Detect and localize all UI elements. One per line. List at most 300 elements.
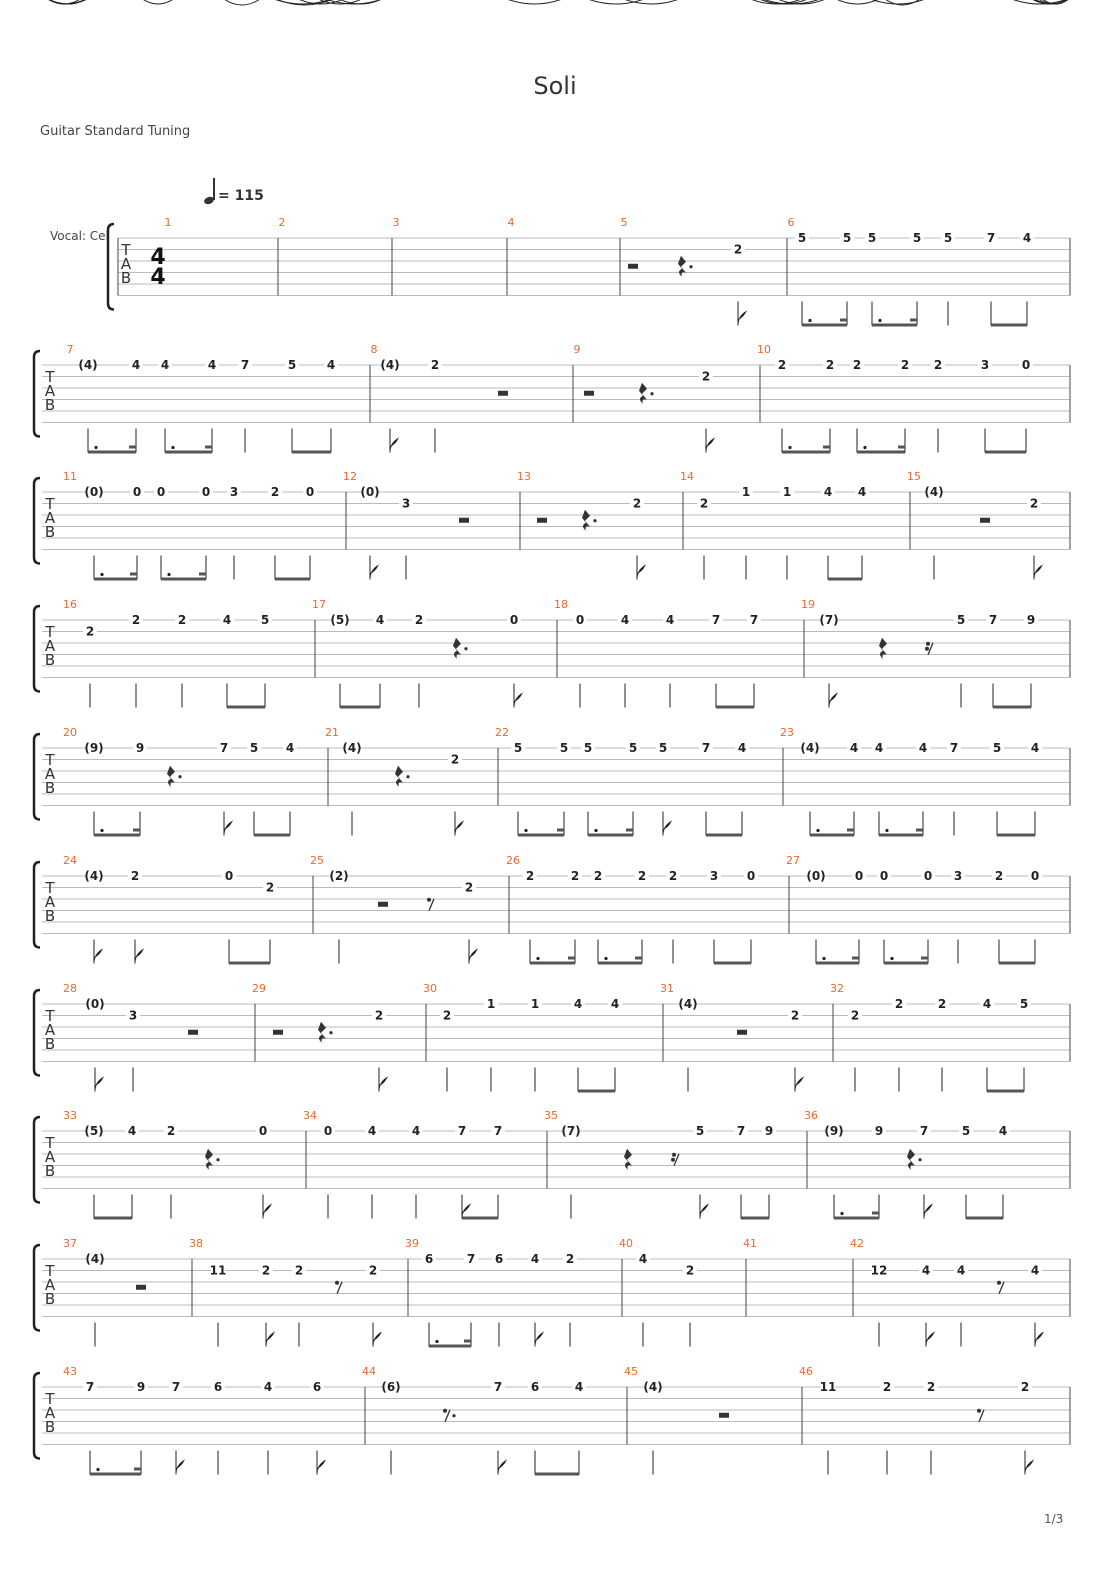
fret-number: 0 bbox=[305, 485, 315, 499]
system-bracket bbox=[34, 1245, 40, 1331]
fret-number: 5 bbox=[912, 231, 922, 245]
eighth-rest-head bbox=[335, 1281, 339, 1285]
eighth-rest-head bbox=[672, 1153, 676, 1157]
eighth-flag bbox=[498, 1461, 506, 1475]
tie-slur bbox=[224, 0, 260, 5]
tab-clef-letter: B bbox=[44, 1418, 56, 1436]
sixteenth-beam-stub bbox=[130, 573, 137, 576]
tie-slur bbox=[141, 0, 175, 4]
tab-clef-letter: B bbox=[44, 1162, 56, 1180]
beam bbox=[714, 962, 751, 965]
fret-number: 7 bbox=[736, 1124, 746, 1138]
tab-clef-letter: A bbox=[44, 637, 56, 655]
half-rest-icon bbox=[498, 391, 508, 396]
fret-number: 2 bbox=[790, 1008, 800, 1023]
duration-dot bbox=[863, 446, 866, 449]
tab-clef-letter: A bbox=[44, 765, 56, 783]
fret-number: 5 bbox=[695, 1124, 705, 1138]
fret-number: 0 bbox=[509, 613, 519, 627]
measure-number: 4 bbox=[507, 216, 515, 229]
fret-number: (4) bbox=[84, 869, 104, 883]
quarter-rest-icon bbox=[678, 256, 686, 277]
beam bbox=[535, 1473, 579, 1476]
duration-dot bbox=[100, 573, 103, 576]
duration-dot bbox=[96, 1468, 99, 1471]
sixteenth-beam-stub bbox=[872, 1212, 879, 1215]
fret-number: (9) bbox=[84, 741, 104, 755]
system-bracket bbox=[108, 224, 114, 310]
fret-number: 4 bbox=[127, 1124, 137, 1138]
eighth-flag bbox=[462, 1205, 470, 1219]
system-bracket bbox=[34, 351, 40, 437]
eighth-flag bbox=[379, 1078, 387, 1092]
fret-number: 2 bbox=[565, 1252, 575, 1266]
measure-number: 45 bbox=[624, 1365, 638, 1378]
system-bracket bbox=[34, 862, 40, 948]
tab-clef-letter: B bbox=[44, 1290, 56, 1308]
tab-clef-letter: B bbox=[44, 907, 56, 925]
sixteenth-beam-stub bbox=[464, 1340, 471, 1343]
rest-dot bbox=[689, 265, 692, 268]
fret-number: 5 bbox=[628, 741, 638, 755]
measure-number: 15 bbox=[907, 470, 921, 483]
sixteenth-beam-stub bbox=[568, 957, 575, 960]
fret-number: 5 bbox=[559, 741, 569, 755]
fret-number: 4 bbox=[222, 613, 232, 627]
fret-number: 2 bbox=[852, 358, 862, 372]
fret-number: 2 bbox=[637, 869, 647, 883]
quarter-rest-icon bbox=[453, 638, 461, 659]
sixteenth-beam-stub bbox=[847, 829, 854, 832]
fret-number: 4 bbox=[131, 358, 141, 372]
fret-number: 5 bbox=[513, 741, 523, 755]
tab-clef-letter: A bbox=[44, 1148, 56, 1166]
fret-number: 7 bbox=[493, 1124, 503, 1138]
fret-number: 1 bbox=[782, 485, 792, 499]
fret-number: 4 bbox=[207, 358, 217, 372]
beam bbox=[997, 834, 1035, 837]
fret-number: 6 bbox=[312, 1380, 322, 1394]
beam bbox=[94, 834, 140, 837]
score-title: Soli bbox=[533, 72, 577, 100]
rest-dot bbox=[406, 775, 409, 778]
beam bbox=[88, 451, 136, 454]
measure-number: 36 bbox=[804, 1109, 818, 1122]
fret-number: 9 bbox=[764, 1124, 774, 1138]
beam bbox=[229, 962, 270, 965]
half-rest-icon bbox=[628, 264, 638, 269]
fret-number: 4 bbox=[411, 1124, 421, 1138]
eighth-flag bbox=[176, 1461, 184, 1475]
tab-clef-letter: T bbox=[45, 1262, 55, 1280]
tab-clef-letter: A bbox=[120, 255, 132, 273]
measure-number: 28 bbox=[63, 982, 77, 995]
beam bbox=[706, 834, 742, 837]
eighth-flag bbox=[738, 312, 746, 326]
fret-number: 5 bbox=[249, 741, 259, 755]
measure-number: 40 bbox=[619, 1237, 633, 1250]
eighth-flag bbox=[829, 694, 837, 708]
sixteenth-beam-stub bbox=[921, 957, 928, 960]
fret-number: 2 bbox=[933, 358, 943, 372]
fret-number: 2 bbox=[130, 869, 140, 883]
beam bbox=[816, 962, 859, 965]
beam bbox=[530, 962, 575, 965]
measure-number: 38 bbox=[189, 1237, 203, 1250]
tab-system bbox=[34, 0, 1070, 1220]
fret-number: 4 bbox=[921, 1263, 931, 1278]
eighth-flag bbox=[373, 1333, 381, 1347]
quarter-rest-icon bbox=[167, 766, 175, 787]
fret-number: 7 bbox=[466, 1252, 476, 1266]
rest-dot bbox=[216, 1158, 219, 1161]
tab-clef-letter: A bbox=[44, 1276, 56, 1294]
fret-number: (4) bbox=[643, 1380, 663, 1394]
duration-dot bbox=[167, 573, 170, 576]
eighth-flag bbox=[926, 1333, 934, 1347]
tie-slur bbox=[868, 0, 928, 4]
rest-dot bbox=[178, 775, 181, 778]
eighth-rest-head bbox=[977, 1409, 981, 1413]
fret-number: 3 bbox=[953, 869, 963, 883]
beam bbox=[993, 706, 1031, 709]
fret-number: (4) bbox=[85, 1252, 105, 1266]
beam bbox=[834, 1217, 879, 1220]
measure-number: 8 bbox=[370, 343, 378, 356]
fret-number: 4 bbox=[574, 1380, 584, 1394]
duration-dot bbox=[171, 446, 174, 449]
eighth-flag bbox=[663, 822, 671, 836]
fret-number: (0) bbox=[85, 997, 105, 1011]
eighth-flag bbox=[266, 1333, 274, 1347]
tab-system bbox=[34, 0, 1070, 709]
fret-number: (4) bbox=[678, 997, 698, 1011]
measure-number: 9 bbox=[573, 343, 581, 356]
fret-number: (0) bbox=[360, 485, 380, 499]
tab-clef-letter: T bbox=[45, 879, 55, 897]
tab-clef-letter: B bbox=[44, 523, 56, 541]
measure-number: 44 bbox=[362, 1365, 376, 1378]
beam bbox=[227, 706, 265, 709]
measure-number: 46 bbox=[799, 1365, 813, 1378]
measure-number: 19 bbox=[801, 598, 815, 611]
fret-number: 9 bbox=[136, 1380, 146, 1394]
fret-number: 7 bbox=[219, 741, 229, 755]
quarter-rest-icon bbox=[624, 1149, 632, 1170]
measure-number: 42 bbox=[850, 1237, 864, 1250]
tab-clef-letter: A bbox=[44, 509, 56, 527]
duration-dot bbox=[94, 446, 97, 449]
measure-number: 12 bbox=[343, 470, 357, 483]
tab-clef-letter: T bbox=[121, 241, 131, 259]
tab-clef-letter: A bbox=[44, 1404, 56, 1422]
eighth-flag bbox=[535, 1333, 543, 1347]
tie-slur bbox=[834, 0, 881, 4]
fret-number: (7) bbox=[561, 1124, 581, 1138]
tab-clef-letter: A bbox=[44, 893, 56, 911]
tab-system bbox=[34, 0, 1070, 1476]
duration-dot bbox=[604, 957, 607, 960]
eighth-flag bbox=[317, 1461, 325, 1475]
rest-dot bbox=[918, 1158, 921, 1161]
fret-number: 2 bbox=[850, 1008, 860, 1023]
tab-system bbox=[34, 0, 1070, 837]
measure-number: 33 bbox=[63, 1109, 77, 1122]
fret-number: 5 bbox=[287, 358, 297, 372]
measure-number: 43 bbox=[63, 1365, 77, 1378]
fret-number: 4 bbox=[874, 741, 884, 755]
fret-number: 2 bbox=[926, 1380, 936, 1394]
fret-number: 4 bbox=[849, 741, 859, 755]
measure-number: 22 bbox=[495, 726, 509, 739]
fret-number: 2 bbox=[177, 613, 187, 627]
eighth-flag bbox=[95, 1078, 103, 1092]
tab-clef-letter: T bbox=[45, 495, 55, 513]
duration-dot bbox=[808, 319, 811, 322]
half-rest-icon bbox=[737, 1030, 747, 1035]
eighth-flag bbox=[370, 566, 378, 580]
half-rest-icon bbox=[378, 902, 388, 907]
fret-number: 4 bbox=[610, 997, 620, 1011]
tab-system bbox=[108, 0, 1070, 327]
fret-number: 0 bbox=[854, 869, 864, 883]
fret-number: 4 bbox=[918, 741, 928, 755]
tab-system bbox=[34, 0, 1070, 581]
system-bracket bbox=[34, 1117, 40, 1203]
fret-number: 2 bbox=[1020, 1380, 1030, 1394]
fret-number: 5 bbox=[797, 231, 807, 245]
measure-number: 34 bbox=[303, 1109, 317, 1122]
fret-number: 5 bbox=[1019, 997, 1029, 1011]
measure-number: 26 bbox=[506, 854, 520, 867]
beam bbox=[94, 1217, 132, 1220]
fret-number: 0 bbox=[132, 485, 142, 499]
tab-clef-letter: T bbox=[45, 1390, 55, 1408]
fret-number: (0) bbox=[806, 869, 826, 883]
fret-number: 2 bbox=[1029, 496, 1039, 511]
tab-clef-letter: T bbox=[45, 368, 55, 386]
duration-dot bbox=[435, 1340, 438, 1343]
half-rest-icon bbox=[719, 1413, 729, 1418]
fret-number: 11 bbox=[819, 1380, 837, 1394]
fret-number: 4 bbox=[1022, 231, 1032, 245]
measure-number: 31 bbox=[660, 982, 674, 995]
quarter-rest-icon bbox=[205, 1149, 213, 1170]
sixteenth-beam-stub bbox=[852, 957, 859, 960]
fret-number: 7 bbox=[986, 231, 996, 245]
fret-number: 4 bbox=[1030, 1263, 1040, 1278]
fret-number: 0 bbox=[1021, 358, 1031, 372]
eighth-flag bbox=[94, 950, 102, 964]
fret-number: 1 bbox=[741, 485, 751, 499]
eighth-flag bbox=[390, 439, 398, 453]
tab-clef-letter: A bbox=[44, 1021, 56, 1039]
measure-number: 32 bbox=[830, 982, 844, 995]
fret-number: 2 bbox=[894, 997, 904, 1011]
fret-number: 7 bbox=[701, 741, 711, 755]
tie-slur bbox=[585, 0, 647, 4]
fret-number: 4 bbox=[665, 613, 675, 627]
measure-number: 17 bbox=[312, 598, 326, 611]
fret-number: (9) bbox=[824, 1124, 844, 1138]
fret-number: 2 bbox=[668, 869, 678, 883]
fret-number: 2 bbox=[593, 869, 603, 883]
half-rest-icon bbox=[537, 518, 547, 523]
beam bbox=[782, 451, 830, 454]
fret-number: (4) bbox=[800, 741, 820, 755]
tab-clef-letter: B bbox=[44, 651, 56, 669]
fret-number: 0 bbox=[1030, 869, 1040, 883]
beam bbox=[987, 1090, 1024, 1093]
sixteenth-beam-stub bbox=[557, 829, 564, 832]
tab-system bbox=[34, 0, 1070, 1348]
fret-number: (0) bbox=[84, 485, 104, 499]
measure-number: 21 bbox=[325, 726, 339, 739]
fret-number: 2 bbox=[294, 1263, 304, 1278]
fret-number: 4 bbox=[263, 1380, 273, 1394]
fret-number: 0 bbox=[258, 1124, 268, 1138]
rest-dot bbox=[650, 392, 653, 395]
fret-number: 6 bbox=[213, 1380, 223, 1394]
eighth-flag bbox=[1035, 1333, 1043, 1347]
beam bbox=[810, 834, 854, 837]
measure-number: 30 bbox=[423, 982, 437, 995]
measure-number: 39 bbox=[405, 1237, 419, 1250]
beam bbox=[292, 451, 331, 454]
fret-number: 4 bbox=[326, 358, 336, 372]
fret-number: 4 bbox=[857, 485, 867, 499]
quarter-rest-icon bbox=[318, 1022, 326, 1043]
measure-number: 2 bbox=[278, 216, 286, 229]
fret-number: 2 bbox=[450, 752, 460, 767]
measure-number: 13 bbox=[517, 470, 531, 483]
sixteenth-rest-head bbox=[671, 1158, 675, 1162]
fret-number: 4 bbox=[1030, 741, 1040, 755]
beam bbox=[828, 578, 862, 581]
fret-number: 6 bbox=[494, 1252, 504, 1266]
tempo-value: = 115 bbox=[218, 188, 264, 204]
fret-number: 1 bbox=[486, 997, 496, 1011]
measure-number: 3 bbox=[392, 216, 400, 229]
eighth-flag bbox=[924, 1205, 932, 1219]
tab-clef-letter: A bbox=[44, 382, 56, 400]
page-number: 1/3 bbox=[1044, 1512, 1064, 1526]
eighth-flag bbox=[469, 950, 477, 964]
sixteenth-beam-stub bbox=[910, 319, 917, 322]
quarter-rest-icon bbox=[582, 510, 590, 531]
fret-number: 2 bbox=[270, 485, 280, 499]
tab-clef-letter: B bbox=[44, 779, 56, 797]
fret-number: (4) bbox=[380, 358, 400, 372]
fret-number: 9 bbox=[1026, 613, 1036, 627]
fret-number: 4 bbox=[375, 613, 385, 627]
fret-number: 2 bbox=[430, 358, 440, 372]
beam bbox=[254, 834, 290, 837]
eighth-rest-head bbox=[443, 1409, 447, 1413]
eighth-flag bbox=[637, 566, 645, 580]
sixteenth-beam-stub bbox=[635, 957, 642, 960]
beam bbox=[275, 578, 310, 581]
beam bbox=[879, 834, 923, 837]
measure-number: 29 bbox=[252, 982, 266, 995]
fret-number: 2 bbox=[825, 358, 835, 372]
eighth-flag bbox=[1025, 1461, 1033, 1475]
half-rest-icon bbox=[980, 518, 990, 523]
duration-dot bbox=[890, 957, 893, 960]
fret-number: (4) bbox=[924, 485, 944, 499]
sixteenth-beam-stub bbox=[205, 446, 212, 449]
tab-clef-letter: B bbox=[44, 396, 56, 414]
rest-dot bbox=[452, 1414, 455, 1417]
measure-number: 1 bbox=[164, 216, 172, 229]
quarter-rest-icon bbox=[639, 383, 647, 404]
tie-slur bbox=[621, 0, 682, 4]
beam bbox=[716, 706, 754, 709]
fret-number: 7 bbox=[457, 1124, 467, 1138]
sixteenth-beam-stub bbox=[199, 573, 206, 576]
tab-clef-letter: B bbox=[44, 1035, 56, 1053]
eighth-flag bbox=[135, 950, 143, 964]
beam bbox=[991, 324, 1027, 327]
measure-number: 24 bbox=[63, 854, 77, 867]
tab-system bbox=[34, 0, 1070, 454]
fret-number: 2 bbox=[261, 1263, 271, 1278]
fret-number: 2 bbox=[525, 869, 535, 883]
beam bbox=[94, 578, 137, 581]
fret-number: 2 bbox=[374, 1008, 384, 1023]
half-rest-icon bbox=[273, 1030, 283, 1035]
system-bracket bbox=[34, 734, 40, 820]
fret-number: 2 bbox=[685, 1263, 695, 1278]
sixteenth-beam-stub bbox=[133, 829, 140, 832]
eighth-flag bbox=[1034, 566, 1042, 580]
fret-number: 2 bbox=[368, 1263, 378, 1278]
fret-number: 7 bbox=[171, 1380, 181, 1394]
sixteenth-beam-stub bbox=[916, 829, 923, 832]
fret-number: 9 bbox=[874, 1124, 884, 1138]
fret-number: 0 bbox=[879, 869, 889, 883]
fret-number: 4 bbox=[638, 1252, 648, 1266]
fret-number: 2 bbox=[699, 496, 709, 511]
fret-number: 2 bbox=[937, 997, 947, 1011]
fret-number: 6 bbox=[530, 1380, 540, 1394]
fret-number: 3 bbox=[401, 496, 411, 511]
measure-number: 14 bbox=[680, 470, 694, 483]
fret-number: 2 bbox=[701, 369, 711, 384]
measure-number: 35 bbox=[544, 1109, 558, 1122]
measure-number: 20 bbox=[63, 726, 77, 739]
fret-number: 2 bbox=[632, 496, 642, 511]
fret-number: 0 bbox=[746, 869, 756, 883]
sixteenth-beam-stub bbox=[840, 319, 847, 322]
fret-number: 7 bbox=[85, 1380, 95, 1394]
sixteenth-beam-stub bbox=[626, 829, 633, 832]
beam bbox=[985, 451, 1026, 454]
quarter-rest-icon bbox=[395, 766, 403, 787]
duration-dot bbox=[594, 829, 597, 832]
system-bracket bbox=[34, 990, 40, 1076]
tab-system bbox=[34, 0, 1070, 1093]
beam bbox=[966, 1217, 1003, 1220]
half-rest-icon bbox=[459, 518, 469, 523]
fret-number: 1 bbox=[530, 997, 540, 1011]
tuning-label: Guitar Standard Tuning bbox=[40, 124, 191, 139]
sixteenth-rest-head bbox=[925, 647, 929, 651]
beam bbox=[598, 962, 642, 965]
eighth-flag bbox=[700, 1205, 708, 1219]
fret-number: 5 bbox=[956, 613, 966, 627]
fret-number: 2 bbox=[166, 1124, 176, 1138]
